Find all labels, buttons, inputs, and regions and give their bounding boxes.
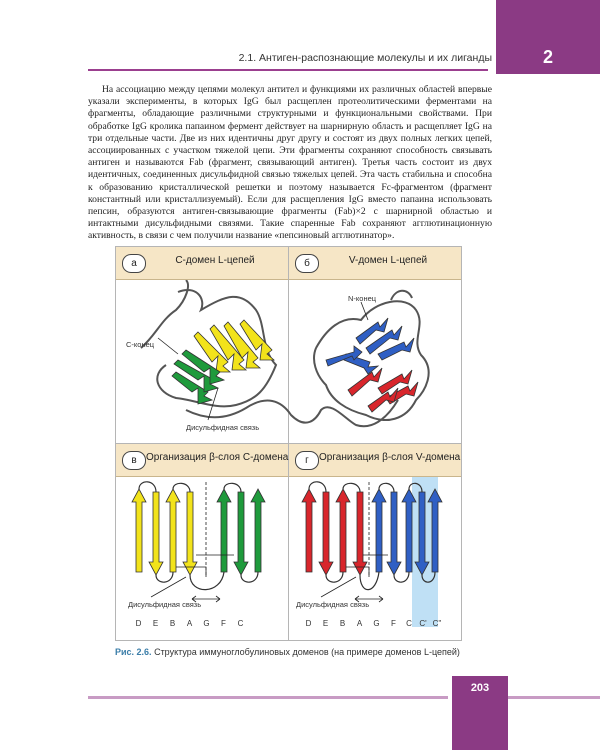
- strand-label: A: [356, 619, 363, 628]
- c-terminus-label: С-конец: [126, 340, 155, 349]
- disulfide-label-c: Дисульфидная связь: [128, 600, 202, 609]
- strand-label: G: [373, 619, 380, 628]
- panel-c-title: Организация β-слоя С-домена: [146, 452, 289, 463]
- panel-d-badge: г: [295, 451, 319, 470]
- ribbon-diagram: [116, 280, 461, 443]
- strand-label: C'': [432, 619, 442, 628]
- footer-rule-right: [508, 696, 600, 699]
- strand-label: B: [169, 619, 176, 628]
- strand-label: D: [135, 619, 142, 628]
- strand-label: G: [203, 619, 210, 628]
- panel-b-badge: б: [295, 254, 319, 273]
- page-number-tab: [452, 676, 508, 750]
- strand-label: C: [406, 619, 412, 628]
- disulfide-label-v: Дисульфидная связь: [296, 600, 370, 609]
- strand-label: B: [339, 619, 346, 628]
- strand-labels-v: [300, 619, 444, 628]
- footer-rule: [88, 696, 448, 699]
- caption-label: Рис. 2.6.: [115, 647, 152, 657]
- panel-c-badge: в: [122, 451, 146, 470]
- strand-label: A: [186, 619, 193, 628]
- strand-label: C': [419, 619, 427, 628]
- page-number: 203: [470, 682, 490, 694]
- chapter-number: 2: [542, 47, 553, 67]
- beta-sheet-topology: [116, 477, 461, 640]
- strand-label: F: [391, 619, 396, 628]
- disulfide-label-top: Дисульфидная связь: [186, 423, 260, 432]
- panel-b-title: V-домен L-цепей: [348, 255, 428, 266]
- strand-labels-c: [130, 619, 249, 628]
- strand-label: E: [152, 619, 159, 628]
- header-rule: [88, 69, 488, 71]
- caption-text: Структура иммуноглобулиновых доменов (на примере доменов L-цепей): [151, 647, 460, 657]
- strand-label: D: [305, 619, 312, 628]
- n-terminus-label: N-конец: [348, 294, 377, 303]
- running-title: 2.1. Антиген-распознающие молекулы и их лиганды: [238, 52, 492, 64]
- strand-label: C: [237, 619, 244, 628]
- figure-caption: [115, 647, 460, 657]
- panel-b-header: [289, 247, 461, 280]
- chapter-tab: [496, 0, 600, 74]
- panel-d-title: Организация β-слоя V-домена: [319, 452, 461, 463]
- panel-a-header: [116, 247, 288, 280]
- panel-d-header: [289, 444, 461, 477]
- panel-c-header: [116, 444, 288, 477]
- figure-2-6: [115, 246, 462, 641]
- strand-label: F: [221, 619, 226, 628]
- strand-label: E: [322, 619, 329, 628]
- body-paragraph: На ассоциацию между цепями молекул антител и функциями их различных областей впервые указали эксперименты, в которых IgG был расщеплен протеолитическими ферментами на фрагменты, обладающие различными структурными и функциональными свойствами. При обработке IgG кролика папаином фермент действует на шарнирную область и расщепляет IgG на три отдельные части. Две из них идентичны друг другу и состоят из двух полных легких цепей, ассоциированных с участком тяжелой цепи. Эти фрагменты сохраняют способность связывать антиген и называются Fab (фрагмент, связывающий антиген). Третья часть состоит из двух идентичных, соединенных дисульфидной связью тяжелых цепей. Эта часть стабильна и способна к образованию кристаллической решетки и поэтому называется Fc-фрагментом (фрагмент константный или кристаллизуемый). Если для расщепления IgG вместо папаина использовать пепсин, образуются антиген-связывающие фрагменты (Fab)×2 с шарнирной областью и интактными дисульфидными связями. Такие спаренные Fab сохраняют агглютинационную активность, в связи с чем получили название «пепсиновый агглютинатор».: [88, 84, 492, 242]
- c-domain-strands: [132, 482, 265, 602]
- panel-a-title: С-домен L-цепей: [175, 255, 255, 266]
- panel-a-badge: а: [122, 254, 146, 273]
